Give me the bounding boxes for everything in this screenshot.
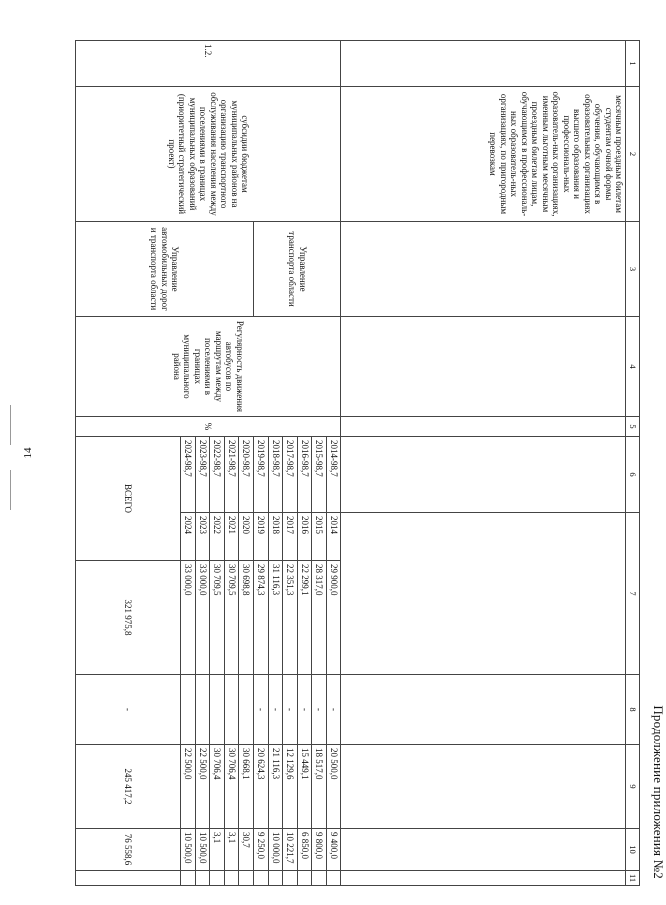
- year: 2017: [283, 513, 298, 561]
- target-value: 2014-98,7: [326, 437, 341, 513]
- prev-row-num: [341, 41, 626, 87]
- local-amount: 9 800,0: [312, 829, 327, 871]
- prev-row-name: месячным проездным билетам студентам очной формы обучения, обучающимся в образовательных организациях высшего образования и профессиональ-ных образователь-ных организациях, именным льготным месячным проездным билетам лицам, обучающимся в профессиональ-ных образователь-ных организациях, по пригородным перевозкам: [341, 87, 626, 222]
- target-value: 2022-98,7: [210, 437, 225, 513]
- year: 2019: [253, 513, 268, 561]
- total-amount: 33 000,0: [195, 561, 210, 675]
- target-value: 2024-98,7: [180, 437, 195, 513]
- regional-amount: 20 624,3: [253, 745, 268, 829]
- federal-amount: -: [312, 675, 327, 745]
- regional-amount: 12 129,6: [283, 745, 298, 829]
- col-11: 11: [626, 871, 640, 886]
- left-margin-line-bottom: [10, 470, 11, 510]
- regional-amount: 18 517,0: [312, 745, 327, 829]
- regional-amount: 22 500,0: [195, 745, 210, 829]
- col-4: 4: [626, 317, 640, 417]
- row-1-2-year-2014: [326, 41, 341, 886]
- regional-amount: 30 706,4: [210, 745, 225, 829]
- total-amount: 28 317,0: [312, 561, 327, 675]
- federal-amount: -: [268, 675, 283, 745]
- federal-amount: [239, 675, 254, 745]
- total-amount: 31 116,3: [268, 561, 283, 675]
- year: 2021: [224, 513, 239, 561]
- year: 2023: [195, 513, 210, 561]
- total-amount: 29 900,0: [326, 561, 341, 675]
- local-amount: 30,7: [239, 829, 254, 871]
- total-sum: 321 975,8: [75, 561, 180, 675]
- federal-amount: [210, 675, 225, 745]
- year: 2020: [239, 513, 254, 561]
- total-regional: 245 417,2: [75, 745, 180, 829]
- target-value: 2023-98,7: [195, 437, 210, 513]
- prev-row: [341, 41, 626, 886]
- regional-amount: 21 116,3: [268, 745, 283, 829]
- federal-amount: -: [297, 675, 312, 745]
- local-amount: 10 500,0: [195, 829, 210, 871]
- row-1-2-executor-1: Управление транспорта области: [253, 222, 341, 317]
- year: 2022: [210, 513, 225, 561]
- col-1: 1: [626, 41, 640, 87]
- row-1-2: [75, 41, 341, 886]
- regional-amount: 22 500,0: [180, 745, 195, 829]
- total-amount: 22 351,3: [283, 561, 298, 675]
- total-local: 76 558,6: [75, 829, 180, 871]
- col-7: 7: [626, 513, 640, 675]
- year: 2018: [268, 513, 283, 561]
- total-amount: 22 299,1: [297, 561, 312, 675]
- total-amount: 30 709,5: [210, 561, 225, 675]
- program-table: [75, 40, 640, 886]
- local-amount: 6 850,0: [297, 829, 312, 871]
- local-amount: 10 500,0: [180, 829, 195, 871]
- local-amount: 10 000,0: [268, 829, 283, 871]
- year: 2015: [312, 513, 327, 561]
- target-value: 2016-98,7: [297, 437, 312, 513]
- federal-amount: [195, 675, 210, 745]
- local-amount: 10 221,7: [283, 829, 298, 871]
- col-9: 9: [626, 745, 640, 829]
- local-amount: 3,1: [224, 829, 239, 871]
- total-amount: 30 698,8: [239, 561, 254, 675]
- total-amount: 30 709,5: [224, 561, 239, 675]
- rotated-table-page: [80, 40, 666, 885]
- col-2: 2: [626, 87, 640, 222]
- col-8: 8: [626, 675, 640, 745]
- row-1-2-name: субсидии бюджетам муниципальных районов на организацию транспортного обслуживания населения между поселениями в границах муниципальных образований (приоритетный стратегический проект): [75, 87, 341, 222]
- regional-amount: 30 668,1: [239, 745, 254, 829]
- left-margin-line-top: [10, 405, 11, 445]
- target-value: 2017-98,7: [283, 437, 298, 513]
- header-row: [626, 41, 640, 886]
- col-5: 5: [626, 417, 640, 437]
- federal-amount: [224, 675, 239, 745]
- regional-amount: 15 449,1: [297, 745, 312, 829]
- local-amount: 3,1: [210, 829, 225, 871]
- federal-amount: -: [253, 675, 268, 745]
- row-1-2-executor-2: Управление автомобильных дорог и транспорта области: [75, 222, 253, 317]
- federal-amount: -: [326, 675, 341, 745]
- year: 2014: [326, 513, 341, 561]
- row-1-2-indicator: Регулярность движения автобусов по маршрутам между поселениями в границах муниципального района: [75, 317, 341, 417]
- local-amount: 9 400,0: [326, 829, 341, 871]
- target-value: 2021-98,7: [224, 437, 239, 513]
- col-3: 3: [626, 222, 640, 317]
- row-1-2-unit: %: [75, 417, 341, 437]
- total-federal: -: [75, 675, 180, 745]
- target-value: 2015-98,7: [312, 437, 327, 513]
- year: 2024: [180, 513, 195, 561]
- federal-amount: [180, 675, 195, 745]
- federal-amount: -: [283, 675, 298, 745]
- regional-amount: 20 500,0: [326, 745, 341, 829]
- total-label: ВСЕГО: [75, 437, 180, 561]
- page-number: 14: [22, 447, 34, 459]
- local-amount: 9 250,0: [253, 829, 268, 871]
- regional-amount: 30 706,4: [224, 745, 239, 829]
- year: 2016: [297, 513, 312, 561]
- continuation-label: Продолжение приложения №2: [651, 705, 666, 879]
- col-10: 10: [626, 829, 640, 871]
- row-1-2-number: 1.2.: [75, 41, 341, 87]
- total-amount: 33 000,0: [180, 561, 195, 675]
- target-value: 2019-98,7: [253, 437, 268, 513]
- col-6: 6: [626, 437, 640, 513]
- target-value: 2018-98,7: [268, 437, 283, 513]
- total-amount: 29 874,3: [253, 561, 268, 675]
- target-value: 2020-98,7: [239, 437, 254, 513]
